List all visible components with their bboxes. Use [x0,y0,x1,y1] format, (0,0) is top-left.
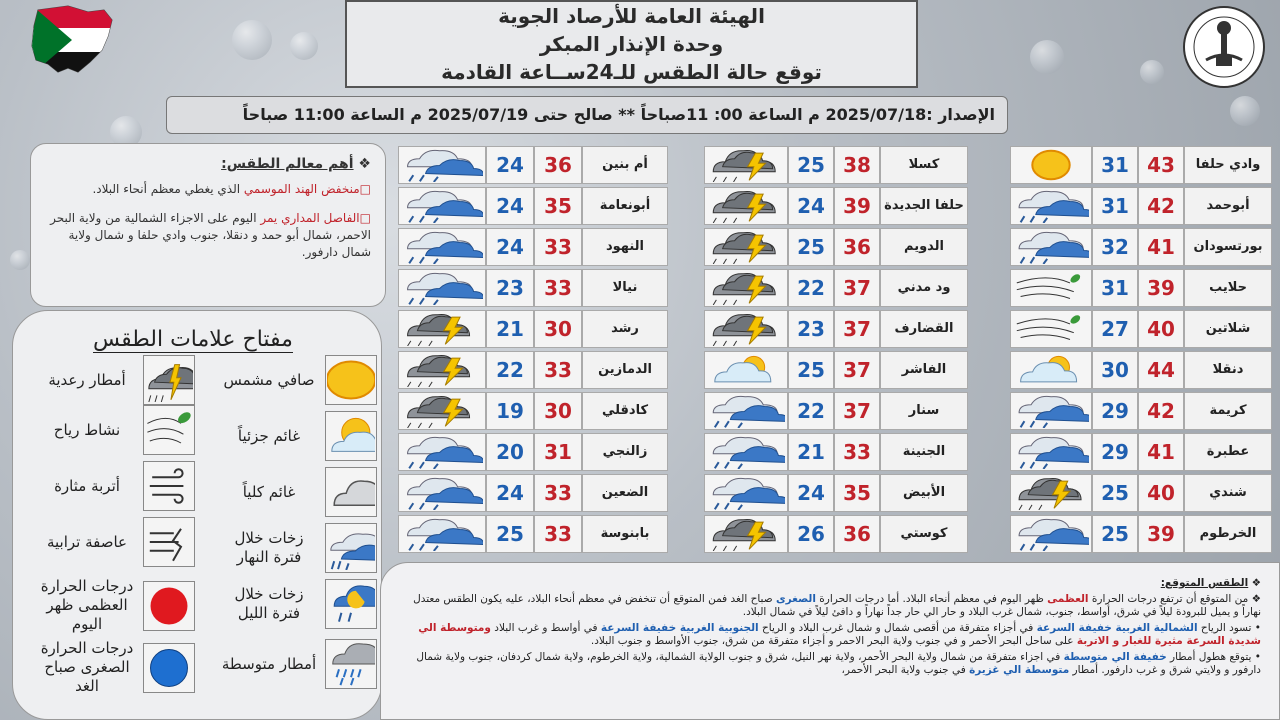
legend-label: زخات خلال فترة الليل [234,585,304,622]
forecast-paragraph-temperature [405,593,1261,619]
wind-icon [1010,269,1092,307]
legend-label: درجات الحرارة العظمى ظهر اليوم [40,577,134,633]
wind-icon [1010,310,1092,348]
forecast-text: في أواسط و غرب البلاد [490,622,601,634]
forecast-text: في اجزاء متفرقة من شمال ولاية البحر الأحمر، ولاية نهر النيل، شرق و جنوب الولاية الشمالية، ولاية الخرطوم، ولاية شمال كردفان، جنوب ولاية شمال دارفور و ولايتي شرق و غرب دارفور. أمطار [416,651,1261,676]
city-name: كادقلي [582,392,668,430]
highlights-title: أهم معالم الطقس: [221,156,354,172]
agency-title: الهيئة العامة للأرصاد الجوية [498,4,765,28]
max-temperature: 35 [534,187,582,225]
forecast-paragraph-rain [405,651,1261,677]
day-showers-icon [1010,515,1092,553]
max-temperature: 38 [834,146,880,184]
day-showers-icon [398,187,486,225]
legend-item [31,405,195,455]
thunderstorm-icon [398,310,486,348]
day-showers-icon [398,269,486,307]
legend-label: غائم جزئياً [237,426,301,445]
forecast-text-rain: متوسطة الي غزيرة [969,664,1070,676]
meteorological-authority-logo [1176,4,1272,90]
water-droplet [1140,60,1164,84]
max-temperature: 33 [534,474,582,512]
max-temperature: 40 [1138,474,1184,512]
water-droplet [1230,96,1260,126]
issue-validity-bar: الإصدار :2025/07/18 م الساعة 00: 11صباحاً ** صالح حتى 2025/07/19 م الساعة 11:00 صباحاً [166,96,1008,134]
legend-label: صافي مشمس [223,370,315,389]
highlight-item-text: الذي يغطي معظم أنحاء البلاد. [92,182,244,196]
max-temperature: 39 [1138,269,1184,307]
day-showers-icon [398,474,486,512]
max-temperature: 41 [1138,228,1184,266]
city-forecast-row [704,474,968,512]
city-forecast-row [704,269,968,307]
day-showers-icon [398,433,486,471]
min-temperature: 25 [486,515,534,553]
wind-icon [143,405,195,455]
sunny-icon [1010,146,1092,184]
city-name: الأبيض [880,474,968,512]
weather-highlights-box [30,143,386,307]
day-showers-icon [704,474,788,512]
thunderstorm-icon [398,392,486,430]
forecast-text: على ساحل البحر الأحمر و في جنوب ولاية البحر الاحمر و أجزاء متفرقة من شرق، جنوب الأواسط و جنوب البلاد. [590,635,1077,647]
forecast-text: تسود الرياح [1197,622,1252,634]
min-temperature: 23 [788,310,834,348]
weather-legend-box [12,310,382,720]
highlight-item [45,210,371,261]
legend-heading [13,327,373,352]
water-droplet [290,32,318,60]
city-forecast-row [704,351,968,389]
max-temperature: 39 [1138,515,1184,553]
legend-item [213,411,377,461]
city-name: حلفا الجديدة [880,187,968,225]
max-temperature: 36 [834,515,880,553]
thunderstorm-icon [704,187,788,225]
min-temperature: 22 [486,351,534,389]
city-forecast-row [398,474,668,512]
max-temperature: 40 [1138,310,1184,348]
min-temperature: 27 [1092,310,1138,348]
water-droplet [1030,40,1064,74]
legend-item [31,517,195,567]
city-name: الضعين [582,474,668,512]
min-temperature: 22 [788,269,834,307]
day-showers-icon [398,515,486,553]
checkbox-bullet-icon: □ [359,211,371,225]
max-temperature: 33 [534,269,582,307]
city-name: الخرطوم [1184,515,1272,553]
city-forecast-row [1010,515,1272,553]
min-temp-icon [143,643,195,693]
forecast-text-max: العظمى [1047,593,1089,605]
legend-label: درجات الحرارة الصغرى صباح الغد [40,639,134,695]
legend-item [31,577,195,634]
city-name: كوستي [880,515,968,553]
forecast-title: الطقس المتوقع: [1160,577,1249,589]
city-forecast-row [1010,269,1272,307]
min-temperature: 24 [788,474,834,512]
city-forecast-row [1010,433,1272,471]
bullet-icon: ❖ [1248,593,1261,605]
max-temperature: 37 [834,351,880,389]
city-forecast-row [1010,146,1272,184]
city-forecast-row [398,392,668,430]
day-showers-icon [1010,392,1092,430]
city-name: الدويم [880,228,968,266]
day-showers-icon [1010,433,1092,471]
legend-title: مفتاح علامات الطقس [93,327,293,352]
min-temperature: 32 [1092,228,1138,266]
moderate-rain-icon [325,639,377,689]
sunny-icon [325,355,377,405]
cloudy-icon [325,467,377,517]
partly-cloudy-icon [325,411,377,461]
max-temperature: 37 [834,269,880,307]
city-forecast-row [704,310,968,348]
legend-item [31,355,195,405]
max-temperature: 30 [534,310,582,348]
forecast-title: توقع حالة الطقس للـ24ســاعة القادمة [441,60,822,84]
forecast-heading [405,577,1261,590]
max-temperature: 33 [834,433,880,471]
min-temperature: 19 [486,392,534,430]
water-droplet [10,250,30,270]
bullet-icon: • [1251,651,1261,663]
bullet-icon: • [1251,622,1261,634]
city-forecast-row [1010,392,1272,430]
max-temperature: 36 [834,228,880,266]
forecast-text-rain: خفيفة الي متوسطة [1063,651,1167,663]
sudan-flag [28,2,114,78]
forecast-paragraph-wind [405,622,1261,648]
city-name: كريمة [1184,392,1272,430]
thunderstorm-icon [704,228,788,266]
min-temperature: 20 [486,433,534,471]
legend-item [213,579,377,629]
city-name: القضارف [880,310,968,348]
city-forecast-row [1010,310,1272,348]
city-name: النهود [582,228,668,266]
partly-cloudy-icon [704,351,788,389]
city-forecast-row [704,146,968,184]
highlight-item-text: اليوم على الاجزاء الشمالية من ولاية البحر الاحمر، شمال أبو حمد و دنقلا، جنوب وادي حلفا و شمال ولاية شمال دارفور. [50,211,371,259]
city-name: كسلا [880,146,968,184]
city-name: الفاشر [880,351,968,389]
city-name: شندي [1184,474,1272,512]
legend-item [213,523,377,573]
max-temperature: 33 [534,351,582,389]
min-temperature: 30 [1092,351,1138,389]
unit-title: وحدة الإنذار المبكر [539,32,724,56]
city-forecast-row [704,433,968,471]
city-name: رشد [582,310,668,348]
thunderstorm-icon [398,351,486,389]
max-temperature: 37 [834,392,880,430]
forecast-text-wind: الجنوبية الغربية خفيفة السرعة [600,622,759,634]
thunderstorm-icon [704,146,788,184]
max-temperature: 41 [1138,433,1184,471]
city-name: الجنينة [880,433,968,471]
min-temperature: 24 [486,228,534,266]
city-forecast-row [398,351,668,389]
city-name: أبونعامة [582,187,668,225]
forecast-text: في جنوب ولاية البحر الأحمر، [841,664,970,676]
forecast-text-wind-strong: ومتوسطة الي شديدة السرعة مثيرة للغبار و الاتربة [418,622,1261,647]
min-temperature: 29 [1092,433,1138,471]
min-temperature: 22 [788,392,834,430]
city-name: نيالا [582,269,668,307]
max-temperature: 42 [1138,392,1184,430]
day-showers-icon [704,392,788,430]
thunderstorm-icon [704,269,788,307]
city-forecast-row [1010,187,1272,225]
city-name: سنار [880,392,968,430]
min-temperature: 25 [788,146,834,184]
max-temperature: 33 [534,515,582,553]
min-temperature: 21 [788,433,834,471]
city-forecast-row [398,269,668,307]
max-temp-icon [143,581,195,631]
min-temperature: 25 [1092,474,1138,512]
night-showers-icon [325,579,377,629]
day-showers-icon [1010,187,1092,225]
city-name: عطبرة [1184,433,1272,471]
header-title-box [345,0,918,88]
city-name: شلاتين [1184,310,1272,348]
day-showers-icon [1010,228,1092,266]
min-temperature: 24 [486,146,534,184]
city-forecast-row [1010,228,1272,266]
legend-item [213,639,377,689]
min-temperature: 31 [1092,269,1138,307]
min-temperature: 21 [486,310,534,348]
thunderstorm-icon [704,310,788,348]
blowing-dust-icon [143,461,195,511]
max-temperature: 37 [834,310,880,348]
city-forecast-row [398,146,668,184]
thunderstorm-icon [1010,474,1092,512]
legend-label: غائم كلياً [242,482,296,501]
legend-item [31,461,195,511]
legend-label: أمطار رعدية [48,370,126,389]
city-forecast-row [704,228,968,266]
forecast-text-min: الصغرى [775,593,816,605]
city-name: بورتسودان [1184,228,1272,266]
max-temperature: 36 [534,146,582,184]
max-temperature: 42 [1138,187,1184,225]
duststorm-icon [143,517,195,567]
min-temperature: 24 [486,474,534,512]
max-temperature: 31 [534,433,582,471]
forecast-text-wind: الشمالية الغربية خفيفة السرعة [1036,622,1198,634]
forecast-text: من المتوقع أن ترتفع درجات الحرارة [1088,593,1249,605]
day-showers-icon [704,433,788,471]
max-temperature: 43 [1138,146,1184,184]
legend-label: أمطار متوسطة [221,654,317,673]
min-temperature: 25 [1092,515,1138,553]
max-temperature: 44 [1138,351,1184,389]
min-temperature: 31 [1092,187,1138,225]
legend-label: عاصفة ترابية [46,532,128,551]
city-forecast-row [704,515,968,553]
city-forecast-row [704,392,968,430]
city-forecast-row [398,515,668,553]
legend-label: أتربة مثارة [54,476,120,495]
highlight-item [45,181,371,198]
max-temperature: 30 [534,392,582,430]
day-showers-icon [398,228,486,266]
min-temperature: 31 [1092,146,1138,184]
city-name: الدمازين [582,351,668,389]
thunderstorm-icon [704,515,788,553]
max-temperature: 35 [834,474,880,512]
min-temperature: 26 [788,515,834,553]
city-name: أبوحمد [1184,187,1272,225]
city-name: وادي حلفا [1184,146,1272,184]
legend-item [213,467,377,517]
legend-label: نشاط رياح [53,420,121,439]
forecast-text: صباح الغد فمن المتوقع أن تنخفض في معظم أنحاء البلاد، عليه يكون الطقس معتدل نهاراً و يميل للبرودة ليلاً في شرق، أواسط، جنوب، شمال غرب البلاد و حار الي حار جداً نهاراً و دافئ ليلاً في شمال البلاد. [413,593,1261,618]
forecast-text: ظهر اليوم في معظم أنحاء البلاد. أما درجات الحرارة [815,593,1048,605]
city-name: زالنجي [582,433,668,471]
thunderstorm-icon [143,355,195,405]
checkbox-bullet-icon: □ [359,182,371,196]
city-forecast-row [704,187,968,225]
highlight-item-red: الفاصل المداري يمر [260,211,360,225]
min-temperature: 24 [788,187,834,225]
highlight-item-red: منخفض الهند الموسمي [243,182,360,196]
day-showers-icon [398,146,486,184]
expected-weather-box [380,562,1280,720]
city-name: دنقلا [1184,351,1272,389]
legend-label: زخات خلال فترة النهار [234,529,304,566]
city-forecast-row [1010,351,1272,389]
city-forecast-row [1010,474,1272,512]
partly-cloudy-icon [1010,351,1092,389]
min-temperature: 23 [486,269,534,307]
bullet-icon: ❖ [353,156,371,172]
day-showers-icon [325,523,377,573]
city-forecast-row [398,228,668,266]
city-name: بابنوسة [582,515,668,553]
min-temperature: 25 [788,351,834,389]
min-temperature: 25 [788,228,834,266]
water-droplet [232,20,272,60]
city-name: ود مدني [880,269,968,307]
city-name: حلايب [1184,269,1272,307]
min-temperature: 24 [486,187,534,225]
city-forecast-row [398,433,668,471]
forecast-text: يتوقع هطول أمطار [1166,651,1252,663]
city-forecast-row [398,310,668,348]
max-temperature: 39 [834,187,880,225]
max-temperature: 33 [534,228,582,266]
highlights-heading [45,156,371,173]
min-temperature: 29 [1092,392,1138,430]
city-name: أم بنين [582,146,668,184]
bullet-icon: ❖ [1248,577,1261,589]
forecast-text: في أجزاء متفرقة من أقصى شمال و شمال غرب البلاد و الرياح [758,622,1037,634]
legend-item [31,639,195,696]
legend-item [213,355,377,405]
city-forecast-row [398,187,668,225]
